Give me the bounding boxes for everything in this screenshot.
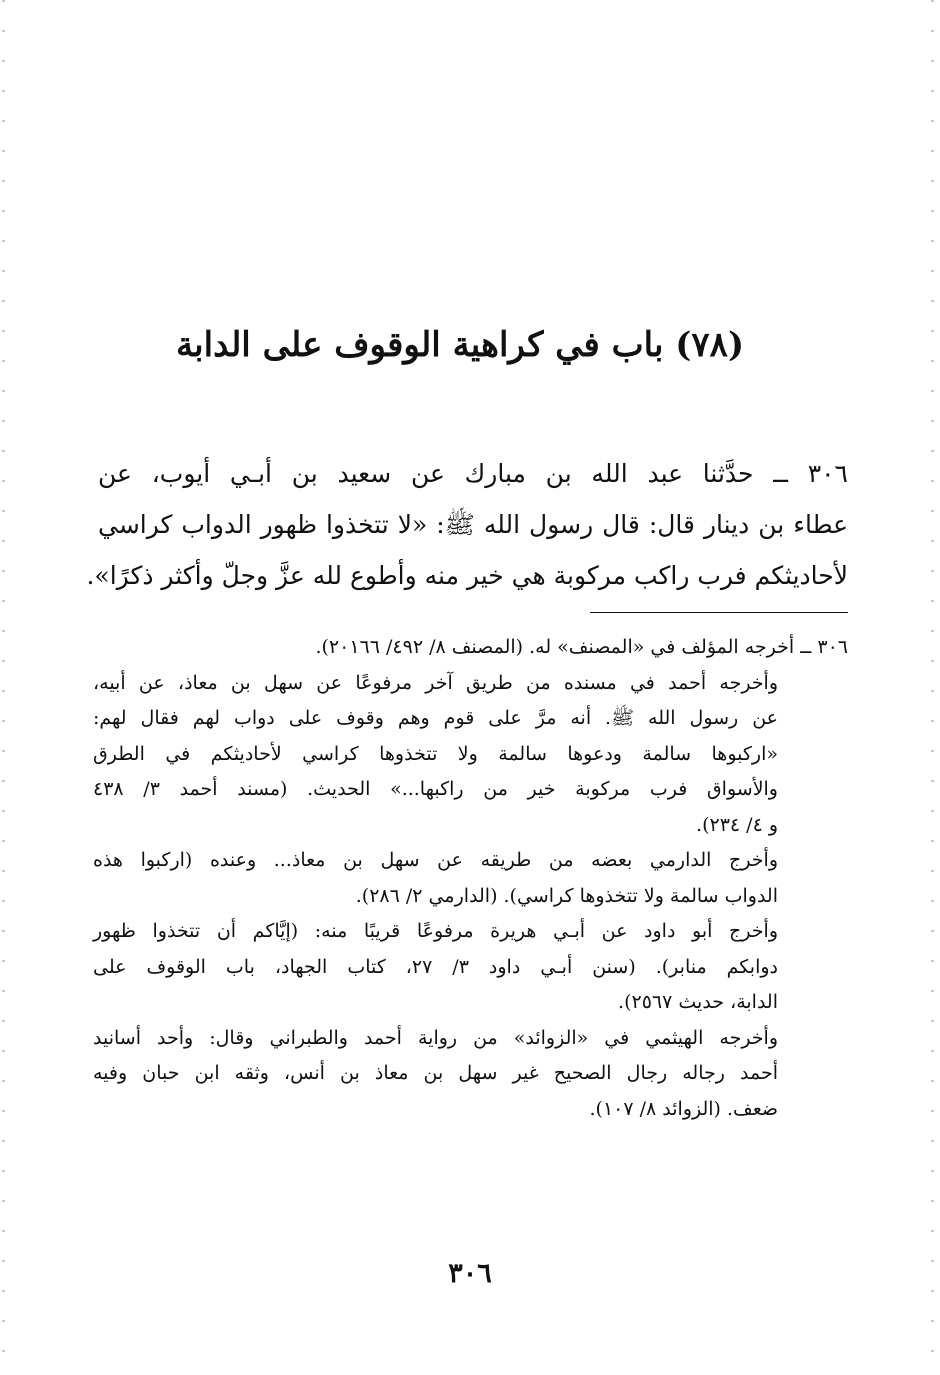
footnotes: [93, 630, 848, 1127]
hadith-text: [86, 448, 848, 601]
footnote-line: «اركبوها سالمة ودعوها سالمة ولا تتخذوها كراسي لأحاديثكم في الطرق: [93, 742, 778, 765]
footnote-line: الدواب سالمة ولا تتخذوها كراسي). (الدارمي ٢/ ٢٨٦).: [355, 884, 778, 907]
page-number: ٣٠٦: [448, 1258, 492, 1289]
footnote-separator: [590, 612, 848, 613]
footnote-line: ٣٠٦ ــ أخرجه المؤلف في «المصنف» له. (المصنف ٨/ ٤٩٢/ ٢٠١٦٦).: [315, 636, 848, 658]
footnote-line: عن رسول الله ﷺ. أنه مرَّ على قوم وهم وقوف على دواب لهم فقال لهم:: [93, 707, 778, 729]
footnote-line: وأخرج الدارمي بعضه من طريقه عن سهل بن معاذ... وعنده (اركبوا هذه: [93, 849, 779, 871]
footnote-line: وأخرجه الهيثمي في «الزوائد» من رواية أحمد والطبراني وقال: وأحد أسانيد: [93, 1026, 778, 1049]
footnote-ahmad: [93, 666, 848, 844]
hadith-line: عطاء بن دينار قال: قال رسول الله ﷺ: «لا تتخذوا ظهور الدواب كراسي: [98, 510, 848, 539]
footnote-haythami: [93, 1021, 848, 1128]
footnote-line: دوابكم منابر). (سنن أبـي داود ٣/ ٢٧، كتاب الجهاد، باب الوقوف على: [93, 955, 778, 978]
footnote-line: ضعف. (الزوائد ٨/ ١٠٧).: [589, 1097, 778, 1120]
footnote-abu-dawud: [93, 914, 848, 1021]
footnote-line: الدابة، حديث ٢٥٦٧).: [618, 991, 778, 1013]
footnote-line: والأسواق فرب مركوبة خير من راكبها...» الحديث. (مسند أحمد ٣/ ٤٣٨: [93, 778, 778, 800]
footnote-line: و ٤/ ٢٣٤).: [696, 813, 778, 836]
footnote-line: وأخرجه أحمد في مسنده من طريق آخر مرفوعًا عن سهل بن معاذ، عن أبيه،: [93, 671, 778, 694]
footnote-line: أحمد رجاله رجال الصحيح غير سهل بن معاذ بن أنس، وثقه ابن حبان وفيه: [93, 1062, 778, 1084]
hadith-line: لأحاديثكم فرب راكب مركوبة هي خير منه وأطوع لله عزَّ وجلّ وأكثر ذكرًا».: [86, 561, 848, 590]
footnote-darimi: [93, 843, 848, 914]
hadith-line: ٣٠٦ ــ حدَّثنا عبد الله بن مبارك عن سعيد بن أبـي أيوب، عن: [98, 459, 848, 488]
footnote-line: وأخرج أبو داود عن أبـي هريرة مرفوعًا قريبًا منه: (إيَّاكم أن تتخذوا ظهور: [93, 920, 778, 942]
chapter-title: (٧٨) باب في كراهية الوقوف على الدابة: [175, 325, 745, 365]
footnote-source: [93, 630, 848, 666]
